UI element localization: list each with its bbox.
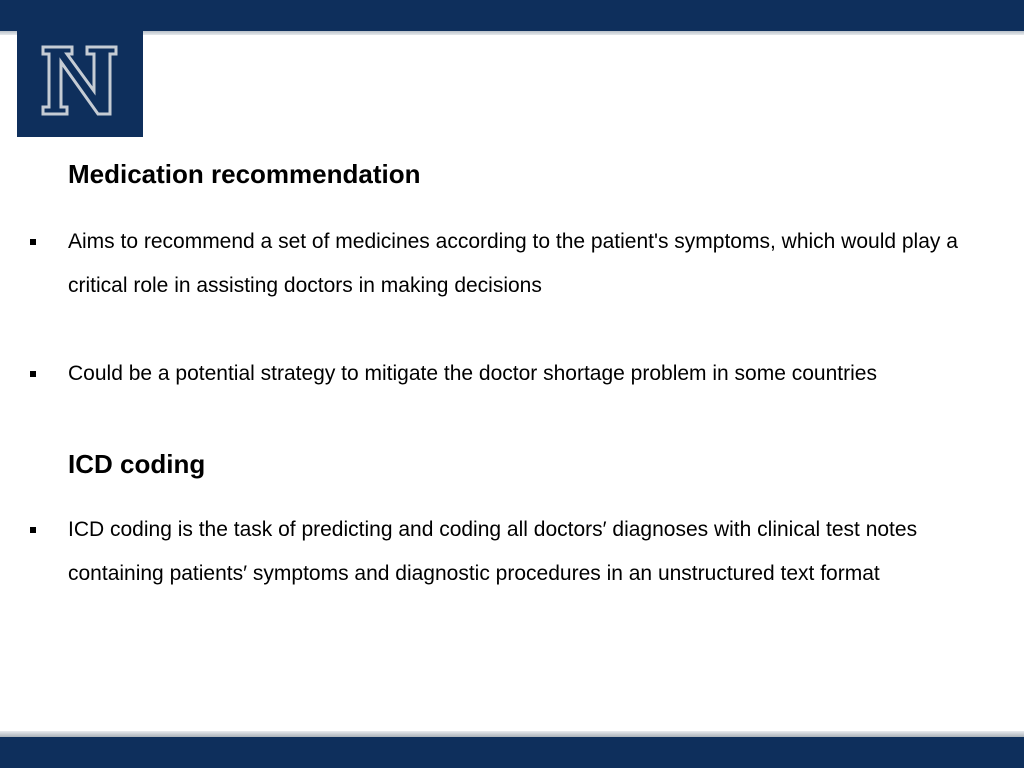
block-n-logo-icon bbox=[17, 28, 143, 137]
square-bullet-icon bbox=[30, 371, 36, 377]
bullet-text: Could be a potential strategy to mitigate the doctor shortage problem in some countries bbox=[68, 362, 877, 385]
square-bullet-icon bbox=[30, 527, 36, 533]
top-divider bbox=[0, 31, 1024, 35]
section-heading-icd: ICD coding bbox=[68, 449, 206, 479]
square-bullet-icon bbox=[30, 239, 36, 245]
bullet-text: Aims to recommend a set of medicines according to the patient's symptoms, which would play a critical role in assisting doctors in making decisions bbox=[68, 230, 958, 297]
university-logo bbox=[17, 28, 143, 137]
top-banner bbox=[0, 0, 1024, 31]
section-heading-medication: Medication recommendation bbox=[68, 159, 421, 189]
bullet-text: ICD coding is the task of predicting and coding all doctors′ diagnoses with clinical test notes containing patients′ symptoms and diagnostic procedures in an unstructured text format bbox=[68, 518, 918, 585]
bottom-banner bbox=[0, 737, 1024, 768]
